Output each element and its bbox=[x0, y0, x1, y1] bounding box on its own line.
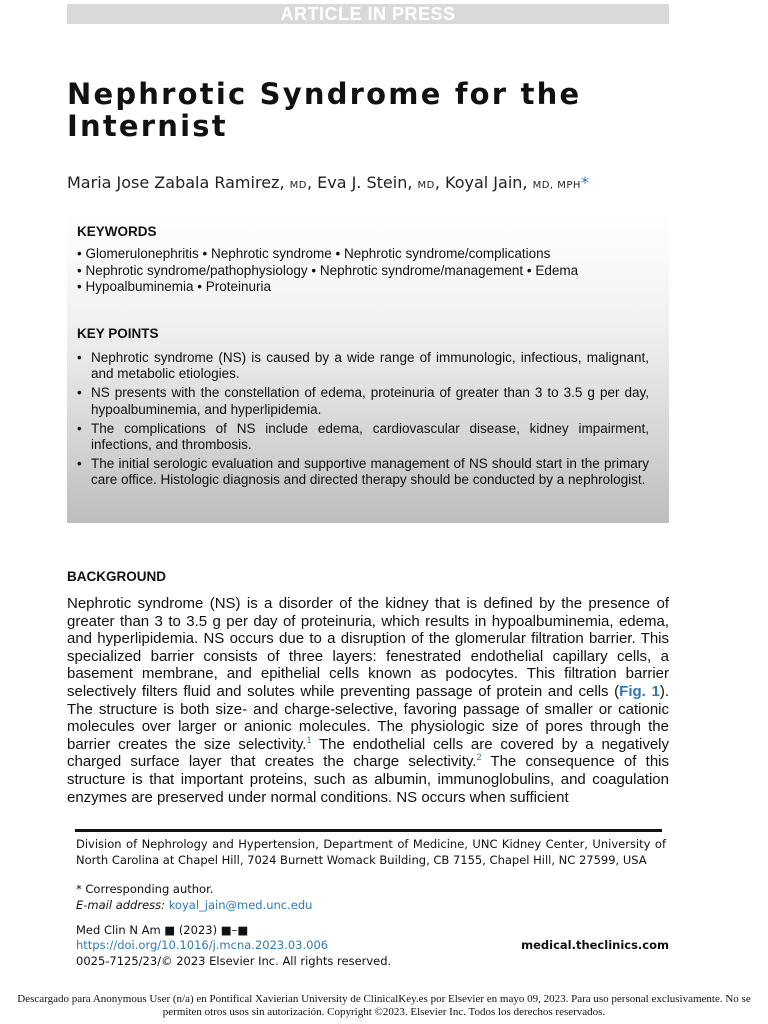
key-points-heading: KEY POINTS bbox=[77, 326, 159, 341]
keywords-line: • Glomerulonephritis • Nephrotic syndrome • Nephrotic syndrome/complications bbox=[77, 246, 551, 261]
email-line bbox=[76, 898, 666, 914]
body-text: Nephrotic syndrome (NS) is a disorder of the kidney that is defined by the presence of greater than 3 to 3.5 g per day of proteinuria, which results in hypoalbuminemia, edema, and hyperlipidemia. NS occurs due to a disruption of the glomerular filtration barrier. This specialized barrier consists of three layers: fenestrated endothelial capillary cells, a basement membrane, and epithelial cells known as podocytes. This filtration barrier selectively filters fluid and solutes while preventing passage of protein and cells ( bbox=[67, 595, 669, 700]
keywords-line: • Nephrotic syndrome/pathophysiology • Nephrotic syndrome/management • Edema bbox=[77, 262, 579, 278]
keywords-line: • Hypoalbuminemia • Proteinuria bbox=[77, 279, 272, 294]
author-degree: MD bbox=[417, 180, 435, 191]
background-heading: BACKGROUND bbox=[67, 569, 166, 584]
key-point-item: • NS presents with the constellation of edema, proteinuria of greater than 3 to 3.5 g per day, hypoalbuminemia, and hyperlipidemia. bbox=[77, 385, 649, 417]
key-point-item: • The complications of NS include edema, cardiovascular disease, kidney impairment, infections, and thrombosis. bbox=[77, 421, 649, 453]
copyright-line: 0025-7125/23/© 2023 Elsevier Inc. All rights reserved. bbox=[76, 954, 392, 968]
affiliation-note: Division of Nephrology and Hypertension, Department of Medicine, UNC Kidney Center, University of North Carolina at Chapel Hill, 7024 Burnett Womack Building, CB 7155, Chapel Hill, NC 27599, USA bbox=[76, 837, 666, 867]
email-label: E-mail address: bbox=[76, 898, 166, 912]
keywords-list bbox=[77, 246, 667, 296]
journal-website-link[interactable]: medical.theclinics.com bbox=[521, 938, 669, 952]
keywords-keypoints-box bbox=[67, 214, 669, 523]
body-text: The consequence of this structure is that important proteins, such as albumin, immunoglobulins, and coagulation enzymes are preserved under normal conditions. NS occurs when sufficient bbox=[67, 753, 669, 806]
key-point-item: • Nephrotic syndrome (NS) is caused by a wide range of immunologic, infectious, malignant, and metabolic etiologies. bbox=[77, 350, 649, 382]
author-name: Eva J. Stein bbox=[317, 173, 408, 192]
background-paragraph bbox=[67, 595, 669, 806]
citation-link[interactable]: 2 bbox=[476, 752, 482, 763]
keywords-heading: KEYWORDS bbox=[77, 224, 157, 239]
email-link[interactable]: koyal_jain@med.unc.edu bbox=[168, 898, 313, 912]
citation-link[interactable]: 1 bbox=[306, 734, 312, 745]
footnote-divider bbox=[75, 829, 662, 832]
author-name: Maria Jose Zabala Ramirez bbox=[67, 173, 280, 192]
body-text: ). The structure is both size- and charge-selective, favoring passage of smaller or cationic molecules over larger or anionic molecules. The physiologic size of pores through the barrier creates the size selectivity. bbox=[67, 682, 669, 753]
key-point-item: • The initial serologic evaluation and supportive management of NS should start in the primary care office. Histologic diagnosis and directed therapy should be conducted by a nephrologist. bbox=[77, 456, 649, 488]
author-name: Koyal Jain bbox=[445, 173, 523, 192]
corresponding-author-link[interactable]: * bbox=[580, 173, 589, 192]
body-text: The endothelial cells are covered by a negatively charged surface layer that creates the charge selectivity. bbox=[67, 735, 669, 771]
author-list: Maria Jose Zabala Ramirez, MD, Eva J. Stein, MD, Koyal Jain, MD, MPH* bbox=[67, 173, 589, 192]
doi-link-text[interactable]: https://doi.org/10.1016/j.mcna.2023.03.006 bbox=[76, 938, 329, 952]
figure-reference-link[interactable]: Fig. 1 bbox=[619, 682, 660, 700]
article-title: Nephrotic Syndrome for the Internist bbox=[67, 77, 582, 143]
download-notice: Descargado para Anonymous User (n/a) en Pontifical Xavierian University de ClinicalKey.es por Elsevier en mayo 09, 2023. Para uso personal exclusivamente. No se permiten otros usos sin autorización. Copyright ©2023. Elsevier Inc. Todos los derechos reservados. bbox=[17, 993, 751, 1018]
key-points-list bbox=[77, 350, 649, 492]
author-degree: MD, MPH bbox=[532, 180, 581, 191]
article-in-press-banner: ARTICLE IN PRESS bbox=[67, 4, 669, 24]
author-degree: MD bbox=[289, 180, 307, 191]
corresponding-author-note: * Corresponding author. bbox=[76, 882, 214, 896]
journal-citation: Med Clin N Am ■ (2023) ■–■ bbox=[76, 923, 249, 937]
